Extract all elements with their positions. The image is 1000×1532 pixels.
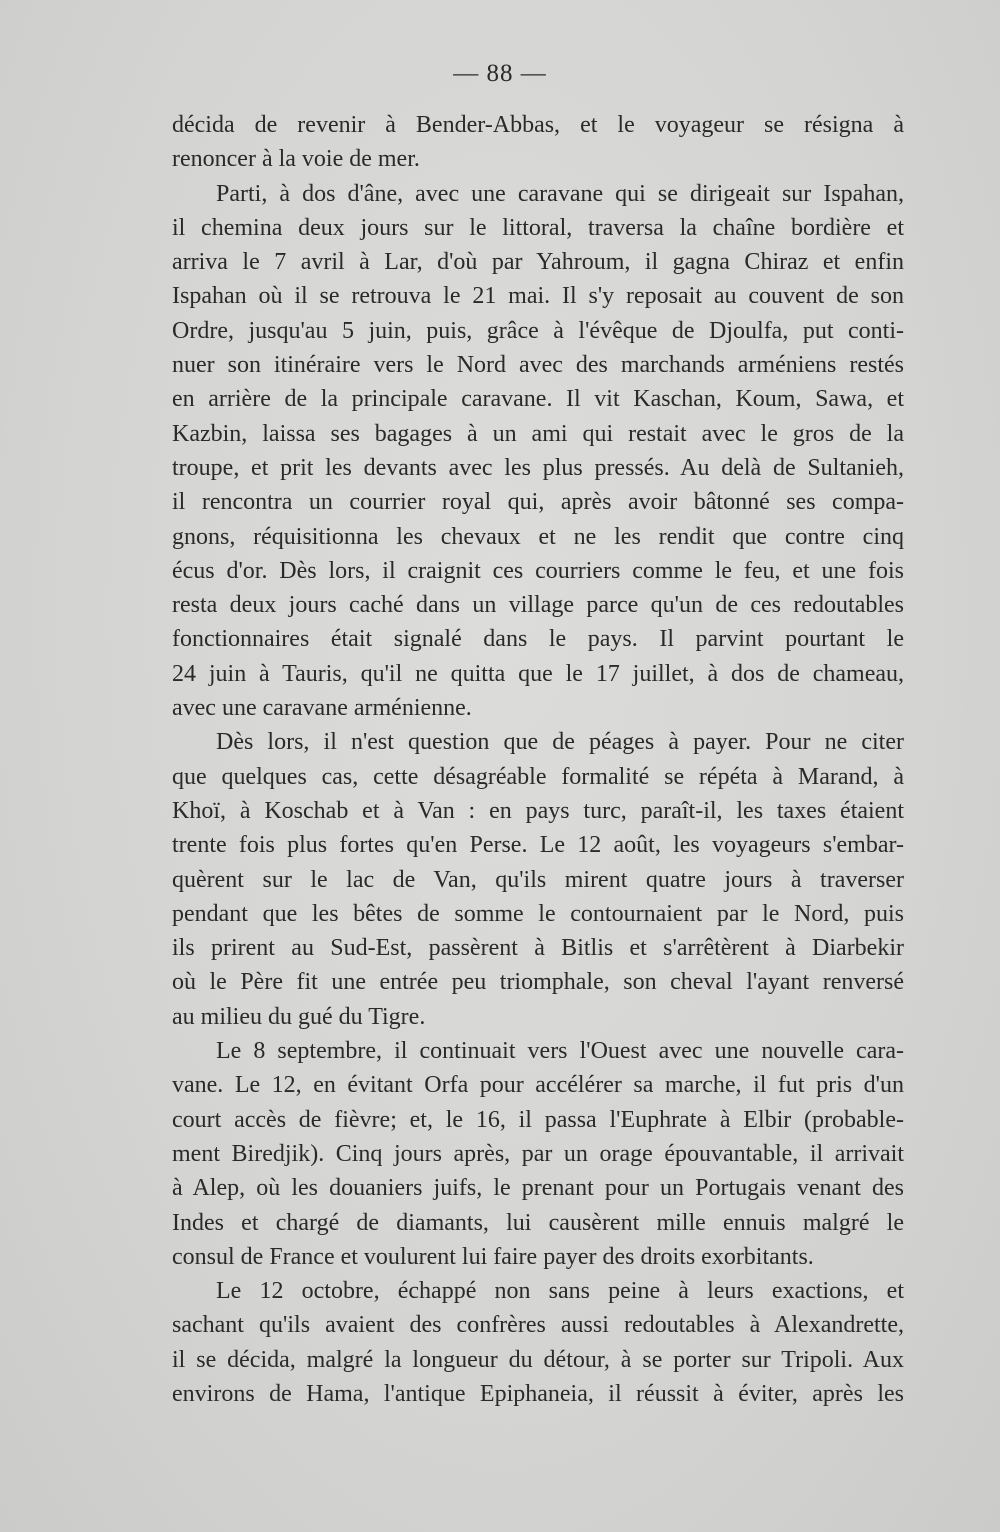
text-line: 24 juin à Tauris, qu'il ne quitta que le 17 juillet, à dos de chameau,: [172, 660, 904, 687]
text-line: court accès de fièvre; et, le 16, il passa l'Euphrate à Elbir (probable-: [172, 1106, 904, 1133]
text-line: quèrent sur le lac de Van, qu'ils mirent quatre jours à traverser: [172, 866, 904, 893]
paragraph-4: [172, 1034, 904, 1274]
text-line: à Alep, où les douaniers juifs, le prenant pour un Portugais venant des: [172, 1175, 904, 1202]
text-line: resta deux jours caché dans un village parce qu'un de ces redoutables: [172, 592, 904, 619]
text-line: il chemina deux jours sur le littoral, traversa la chaîne bordière et: [172, 214, 904, 241]
paragraph-1: [172, 108, 904, 177]
text-line: Ordre, jusqu'au 5 juin, puis, grâce à l'évêque de Djoulfa, put conti-: [172, 317, 904, 344]
text-line: décida de revenir à Bender-Abbas, et le voyageur se résigna à: [172, 112, 904, 138]
text-line: il se décida, malgré la longueur du détour, à se porter sur Tripoli. Aux: [172, 1346, 904, 1373]
text-line: gnons, réquisitionna les chevaux et ne les rendit que contre cinq: [172, 523, 904, 550]
text-line: ils prirent au Sud-Est, passèrent à Bitlis et s'arrêtèrent à Diarbekir: [172, 935, 904, 962]
text-line: Indes et chargé de diamants, lui causèrent mille ennuis malgré le: [172, 1209, 904, 1236]
page-number: — 88 —: [453, 60, 547, 87]
text-line: environs de Hama, l'antique Epiphaneia, il réussit à éviter, après les: [172, 1380, 904, 1407]
text-line: il rencontra un courrier royal qui, après avoir bâtonné ses compa-: [172, 489, 904, 516]
text-line: Khoï, à Koschab et à Van : en pays turc, paraît-il, les taxes étaient: [172, 797, 904, 824]
text-line: pendant que les bêtes de somme le contournaient par le Nord, puis: [172, 900, 904, 927]
text-line: troupe, et prit les devants avec les plus pressés. Au delà de Sultanieh,: [172, 454, 904, 481]
text-line: Dès lors, il n'est question que de péages à payer. Pour ne citer: [216, 729, 904, 756]
text-line: écus d'or. Dès lors, il craignit ces courriers comme le feu, et une fois: [172, 557, 904, 584]
text-line: renoncer à la voie de mer.: [172, 146, 420, 173]
text-line: Le 12 octobre, échappé non sans peine à leurs exactions, et: [216, 1278, 904, 1305]
text-line: en arrière de la principale caravane. Il vit Kaschan, Koum, Sawa, et: [172, 386, 904, 413]
paragraph-2: [172, 177, 904, 726]
text-line: Kazbin, laissa ses bagages à un ami qui restait avec le gros de la: [172, 420, 904, 447]
text-line: consul de France et voulurent lui faire payer des droits exorbitants.: [172, 1243, 814, 1270]
paragraph-5: [172, 1274, 904, 1411]
paragraph-3: [172, 725, 904, 1034]
text-line: avec une caravane arménienne.: [172, 695, 472, 722]
body-text: [172, 108, 904, 1411]
text-line: Ispahan où il se retrouva le 21 mai. Il s'y reposait au couvent de son: [172, 283, 904, 310]
text-line: que quelques cas, cette désagréable formalité se répéta à Marand, à: [172, 763, 904, 790]
text-line: arriva le 7 avril à Lar, d'où par Yahroum, il gagna Chiraz et enfin: [172, 249, 904, 276]
text-line: sachant qu'ils avaient des confrères aussi redoutables à Alexandrette,: [172, 1312, 904, 1339]
text-line: au milieu du gué du Tigre.: [172, 1003, 426, 1030]
text-line: ment Biredjik). Cinq jours après, par un orage épouvantable, il arrivait: [172, 1140, 904, 1167]
text-line: vane. Le 12, en évitant Orfa pour accélérer sa marche, il fut pris d'un: [172, 1072, 904, 1099]
text-line: fonctionnaires était signalé dans le pays. Il parvint pourtant le: [172, 626, 904, 653]
text-line: trente fois plus fortes qu'en Perse. Le 12 août, les voyageurs s'embar-: [172, 832, 904, 859]
text-line: où le Père fit une entrée peu triomphale, son cheval l'ayant renversé: [172, 969, 904, 996]
text-line: Le 8 septembre, il continuait vers l'Ouest avec une nouvelle cara-: [216, 1038, 904, 1065]
text-line: nuer son itinéraire vers le Nord avec des marchands arméniens restés: [172, 352, 904, 379]
text-line: Parti, à dos d'âne, avec une caravane qui se dirigeait sur Ispahan,: [216, 180, 904, 207]
